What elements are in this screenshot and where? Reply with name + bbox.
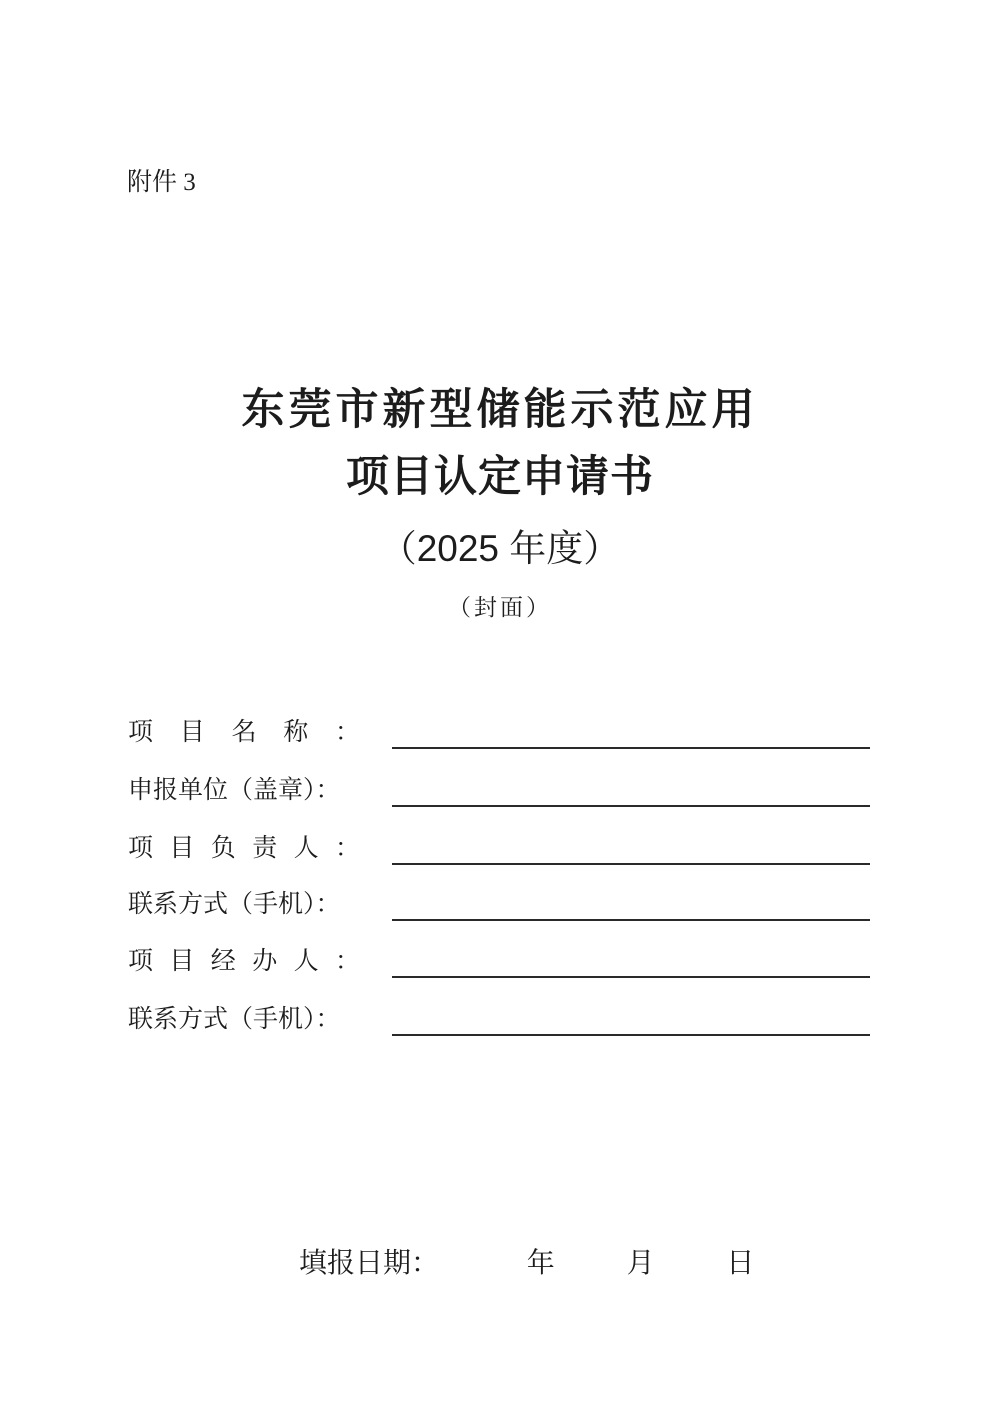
page-title-line-1: 东莞市新型储能示范应用 [241, 386, 759, 434]
attachment-label: 附件 3 [127, 169, 196, 196]
field-label-project-handler: 项目经办人： [128, 947, 360, 975]
date-line-label: 填报日期： [299, 1247, 440, 1278]
form-row-handler-contact [128, 1002, 870, 1036]
form-row-project-name [128, 715, 870, 749]
title-year-label: （2025 年度） [379, 528, 621, 570]
date-day-label: 日 [726, 1247, 755, 1278]
date-line [299, 1246, 754, 1280]
title-block [0, 388, 1000, 620]
project-handler-blank-line [392, 944, 870, 978]
leader-contact-blank-line [392, 887, 870, 921]
form-row-applicant-unit [128, 773, 870, 807]
field-label-handler-contact: 联系方式（手机）： [128, 1005, 341, 1033]
handler-contact-blank-line [392, 1002, 870, 1036]
date-year-label: 年 [526, 1247, 555, 1278]
field-label-leader-contact: 联系方式（手机）： [128, 890, 341, 918]
cover-note: （封面） [448, 595, 552, 621]
form-row-project-handler [128, 944, 870, 978]
applicant-unit-blank-line [392, 773, 870, 807]
date-month-label: 月 [626, 1247, 655, 1278]
form-row-leader-contact [128, 887, 870, 921]
form-row-project-leader [128, 831, 870, 865]
project-name-blank-line [392, 715, 870, 749]
project-leader-blank-line [392, 831, 870, 865]
field-label-project-leader: 项目负责人： [128, 834, 360, 862]
field-label-applicant-unit: 申报单位（盖章）： [128, 776, 341, 804]
page-title-line-2: 项目认定申请书 [346, 453, 654, 502]
field-label-project-name: 项目名称： [128, 718, 360, 746]
